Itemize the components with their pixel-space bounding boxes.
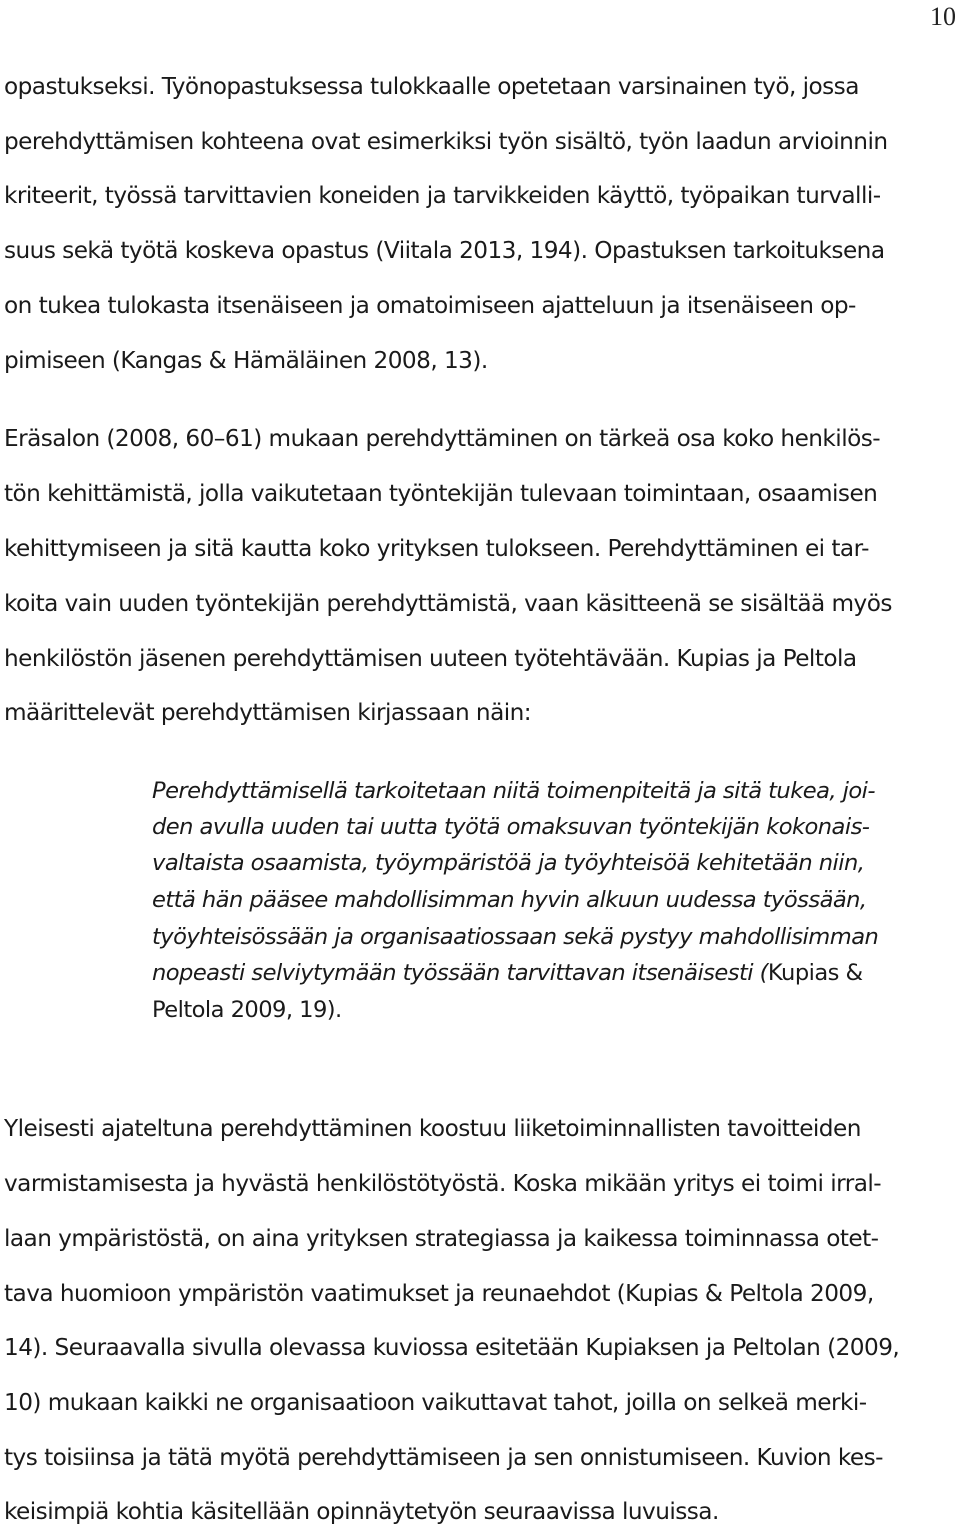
paragraph-line: tava huomioon ympäristön vaatimukset ja reunaehdot (Kupias & Peltola 2009,: [4, 1280, 874, 1307]
paragraph-line: kriteerit, työssä tarvittavien koneiden ja tarvikkeiden käyttö, työpaikan turvalli-: [4, 182, 881, 209]
page-number: 10: [930, 2, 956, 31]
paragraph-line: pimiseen (Kangas & Hämäläinen 2008, 13).: [4, 347, 488, 374]
quote-line: Perehdyttämisellä tarkoitetaan niitä toimenpiteitä ja sitä tukea, joi-: [152, 778, 875, 804]
paragraph-line: henkilöstön jäsenen perehdyttämisen uuteen työtehtävään. Kupias ja Peltola: [4, 645, 857, 672]
paragraph-line: laan ympäristöstä, on aina yrityksen strategiassa ja kaikessa toiminnassa otet-: [4, 1225, 879, 1252]
paragraph-line: keisimpiä kohtia käsitellään opinnäytetyön seuraavissa luvuissa.: [4, 1498, 719, 1525]
quote-line: valtaista osaamista, työympäristöä ja työyhteisöä kehitetään niin,: [152, 850, 865, 876]
quote-citation: Kupias &: [767, 960, 863, 986]
paragraph-line: perehdyttämisen kohteena ovat esimerkiksi työn sisältö, työn laadun arvioinnin: [4, 128, 888, 155]
quote-line: että hän pääsee mahdollisimman hyvin alkuun uudessa työssään,: [152, 887, 867, 913]
paragraph-line: 10) mukaan kaikki ne organisaatioon vaikuttavat tahot, joilla on selkeä merki-: [4, 1389, 867, 1416]
paragraph-line: varmistamisesta ja hyvästä henkilöstötyöstä. Koska mikään yritys ei toimi irral-: [4, 1170, 882, 1197]
paragraph-line: kehittymiseen ja sitä kautta koko yrityksen tulokseen. Perehdyttäminen ei tar-: [4, 535, 869, 562]
quote-line: työyhteisössään ja organisaatiossaan sekä pystyy mahdollisimman: [152, 924, 879, 950]
quote-citation-line: Peltola 2009, 19).: [152, 997, 342, 1023]
paragraph-line: tys toisiinsa ja tätä myötä perehdyttämiseen ja sen onnistumiseen. Kuvion kes-: [4, 1444, 883, 1471]
quote-text: nopeasti selviytymään työssään tarvittavan itsenäisesti (: [152, 960, 768, 986]
quote-line: den avulla uuden tai uutta työtä omaksuvan työntekijän kokonais-: [152, 814, 870, 840]
paragraph-line: Eräsalon (2008, 60–61) mukaan perehdyttäminen on tärkeä osa koko henkilös-: [4, 425, 881, 452]
paragraph-line: määrittelevät perehdyttämisen kirjassaan näin:: [4, 699, 532, 726]
paragraph-line: opastukseksi. Työnopastuksessa tulokkaalle opetetaan varsinainen työ, jossa: [4, 73, 859, 100]
paragraph-line: koita vain uuden työntekijän perehdyttämistä, vaan käsitteenä se sisältää myös: [4, 590, 892, 617]
paragraph-line: suus sekä työtä koskeva opastus (Viitala 2013, 194). Opastuksen tarkoituksena: [4, 237, 885, 264]
paragraph-line: 14). Seuraavalla sivulla olevassa kuviossa esitetään Kupiaksen ja Peltolan (2009,: [4, 1334, 900, 1361]
paragraph-line: on tukea tulokasta itsenäiseen ja omatoimiseen ajatteluun ja itsenäiseen op-: [4, 292, 856, 319]
quote-line: [152, 958, 863, 988]
paragraph-line: tön kehittämistä, jolla vaikutetaan työntekijän tulevaan toimintaan, osaamisen: [4, 480, 878, 507]
paragraph-line: Yleisesti ajateltuna perehdyttäminen koostuu liiketoiminnallisten tavoitteiden: [4, 1115, 861, 1142]
